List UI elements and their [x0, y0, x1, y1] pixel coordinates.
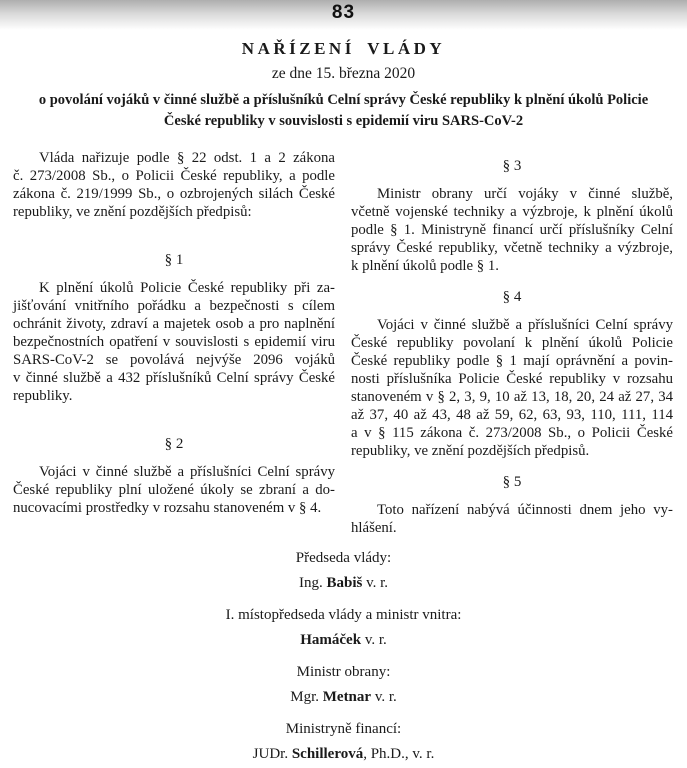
text-line: č. 273/2008 Sb., o Policii České republiky, a podle	[13, 168, 335, 184]
text-line: a v § 115 zákona č. 273/2008 Sb., o Policii České	[351, 425, 673, 441]
document-type-title: NAŘÍZENÍ VLÁDY	[241, 39, 446, 58]
section-2-heading: § 2	[164, 436, 184, 452]
signature-name	[0, 688, 687, 706]
section-5-heading: § 5	[502, 474, 522, 490]
text-line: k plnění úkolů podle § 1.	[351, 258, 499, 274]
signature-name-prefix: JUDr.	[252, 746, 292, 762]
text-line: stanoveném v § 2, 3, 9, 10 až 13, 18, 20, 24 až 27, 34	[351, 389, 673, 405]
text-line: České republiky v souvislosti s epidemií viru SARS-CoV-2	[163, 113, 524, 129]
signature-defence-minister	[0, 663, 687, 706]
left-column	[13, 149, 335, 537]
right-column	[351, 149, 673, 537]
text-line: SARS-CoV-2 se povolává nejvýše 2096 vojáků	[13, 352, 335, 368]
text-line: až 37, 40 až 43, 48 až 59, 62, 63, 93, 110, 111, 114	[351, 407, 673, 423]
text-line: Vláda nařizuje podle § 22 odst. 1 a 2 zákona	[39, 150, 335, 166]
signature-surname: Hamáček	[300, 632, 362, 648]
text-line: zákona č. 219/1999 Sb., o ozbrojených silách České	[13, 186, 335, 202]
text-line: republiky.	[13, 388, 73, 404]
signature-finance-minister	[0, 720, 687, 763]
text-line: jišťování vnitřního pořádku a bezpečnosti s cílem	[13, 298, 335, 314]
text-line: České republiky povolaní k plnění úkolů Policie	[351, 335, 673, 351]
text-line: hlášení.	[351, 520, 397, 536]
text-line: republiky, ve znění pozdějších předpisů:	[13, 204, 252, 220]
section-4-paragraph	[351, 316, 673, 460]
text-line: Toto nařízení nabývá účinnosti dnem jeho vy-	[377, 502, 673, 518]
page-header-band	[0, 0, 687, 30]
signature-name-prefix: Ing.	[298, 575, 327, 591]
signature-surname: Babiš	[326, 575, 363, 591]
page-number: 83	[331, 2, 356, 23]
text-line: podle § 1. Ministryně financí určí příslušníky Celní	[351, 222, 673, 238]
signature-name-suffix: v. r.	[361, 632, 387, 648]
document-date: ze dne 15. března 2020	[271, 65, 416, 82]
text-line: ochránit životy, zdraví a majetek osob a pro naplnění	[13, 316, 335, 332]
document-subject	[0, 90, 687, 132]
section-1-heading: § 1	[164, 252, 184, 268]
signature-name	[0, 631, 687, 649]
preamble-paragraph	[13, 149, 335, 221]
signature-role: I. místopředseda vlády a ministr vnitra:	[225, 607, 462, 623]
text-line: bezpečnostních opatření v souvislosti s epidemií viru	[13, 334, 335, 350]
text-line: České republiky podle § 1 mají oprávnění a povin-	[351, 353, 673, 369]
text-line: Ministr obrany určí vojáky v činné službě,	[377, 186, 673, 202]
signature-name-suffix: , Ph.D., v. r.	[363, 746, 435, 762]
text-line: o povolání vojáků v činné službě a příslušníků Celní správy České republiky k plnění úkolů Policie	[38, 92, 649, 108]
signature-first-deputy	[0, 606, 687, 649]
section-5-paragraph	[351, 501, 673, 537]
signature-role: Ministr obrany:	[296, 664, 391, 680]
signature-role: Ministryně financí:	[285, 721, 402, 737]
signature-name-prefix: Mgr.	[290, 689, 323, 705]
signature-surname: Schillerová	[291, 746, 364, 762]
signature-role: Předseda vlády:	[295, 550, 392, 566]
section-3-heading: § 3	[502, 158, 522, 174]
section-1-paragraph	[13, 279, 335, 405]
text-line: správy České republiky, včetně techniky a výzbroje,	[351, 240, 673, 256]
document-heading	[0, 39, 687, 132]
text-line: České republiky plní uložené úkoly se zbraní a do-	[13, 482, 335, 498]
section-3-paragraph	[351, 185, 673, 275]
text-line: včetně vojenské techniky a výzbroje, k plnění úkolů	[351, 204, 673, 220]
text-line: nucovacími prostředky v rozsahu stanoveném v § 4.	[13, 500, 322, 516]
signature-name	[0, 745, 687, 763]
text-line: K plnění úkolů Policie České republiky při za-	[39, 280, 335, 296]
signature-prime-minister	[0, 549, 687, 592]
text-line: Vojáci v činné službě a příslušníci Celní správy	[377, 317, 673, 333]
text-line: republiky, ve znění pozdějších předpisů.	[351, 443, 590, 459]
signature-name-suffix: v. r.	[362, 575, 389, 591]
text-line: Vojáci v činné službě a příslušníci Celní správy	[39, 464, 335, 480]
signature-name	[0, 574, 687, 592]
signature-block	[0, 549, 687, 763]
two-column-body	[0, 149, 687, 537]
text-line: v činné službě a 432 příslušníků Celní správy České	[13, 370, 335, 386]
section-4-heading: § 4	[502, 289, 522, 305]
signature-name-suffix: v. r.	[371, 689, 397, 705]
section-2-paragraph	[13, 463, 335, 517]
text-line: nosti příslušníka Policie České republiky v rozsahu	[351, 371, 673, 387]
signature-surname: Metnar	[322, 689, 372, 705]
